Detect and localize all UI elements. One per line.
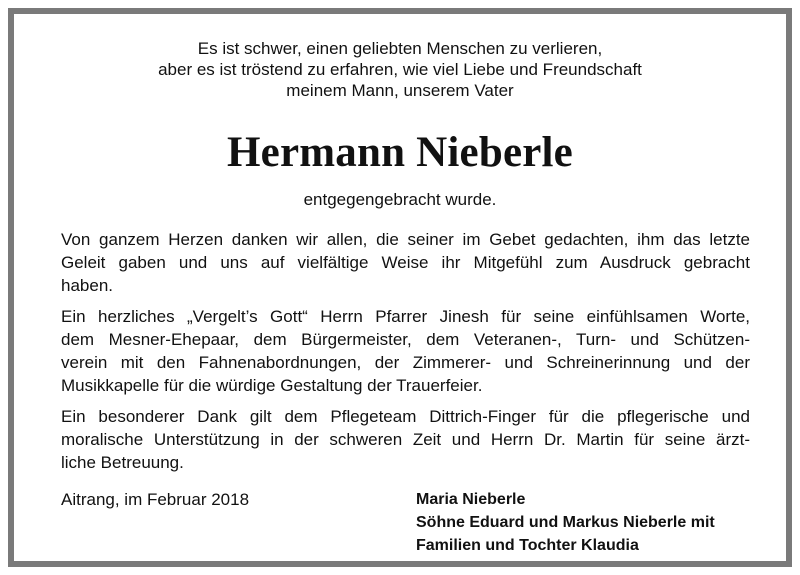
thanks-paragraph [61,305,750,397]
signers-block [416,488,715,557]
paragraph-line: dem Mesner-Ehepaar, dem Bürgermeister, dem Veteranen-, Turn- und Schützen- [61,330,750,349]
place-and-date: Aitrang, im Februar 2018 [61,490,250,509]
paragraph-line: haben. [61,276,113,295]
paragraph-line: verein mit den Fahnenabordnungen, der Zimmerer- und Schreinerinnung und der [61,353,750,372]
deceased-name: Hermann Nieberle [227,129,573,176]
signer-line: Maria Nieberle [416,491,526,508]
intro-line: Es ist schwer, einen geliebten Menschen zu verlieren, [197,39,603,58]
signer-line: Familien und Tochter Klaudia [416,537,639,554]
intro-text [14,38,786,101]
paragraph-line: Von ganzem Herzen danken wir allen, die seiner im Gebet gedachten, ihm das letzte [61,230,750,249]
paragraph-line: Geleit gaben und uns auf vielfältige Weise ihr Mitgefühl zum Ausdruck gebracht [61,253,750,272]
thanks-paragraph [61,405,750,474]
thanks-paragraph [61,228,750,297]
paragraph-line: Ein herzliches „Vergelt’s Gott“ Herrn Pfarrer Jinesh für seine einfühlsamen Worte, [61,307,750,326]
paragraph-line: liche Betreuung. [61,453,184,472]
intro-line: meinem Mann, unserem Vater [286,81,514,100]
paragraph-line: moralische Unterstützung in der schweren Zeit und Herrn Dr. Martin für seine ärzt- [61,430,750,449]
paragraph-line: Ein besonderer Dank gilt dem Pflegeteam Dittrich-Finger für die pflegerische und [61,407,750,426]
paragraph-line: Musikkapelle für die würdige Gestaltung der Trauerfeier. [61,376,483,395]
after-name-text: entgegengebracht wurde. [303,190,497,209]
thanks-body [61,228,750,482]
intro-line: aber es ist tröstend zu erfahren, wie viel Liebe und Freundschaft [158,60,642,79]
obituary-notice [8,8,792,567]
signer-line: Söhne Eduard und Markus Nieberle mit [416,514,715,531]
